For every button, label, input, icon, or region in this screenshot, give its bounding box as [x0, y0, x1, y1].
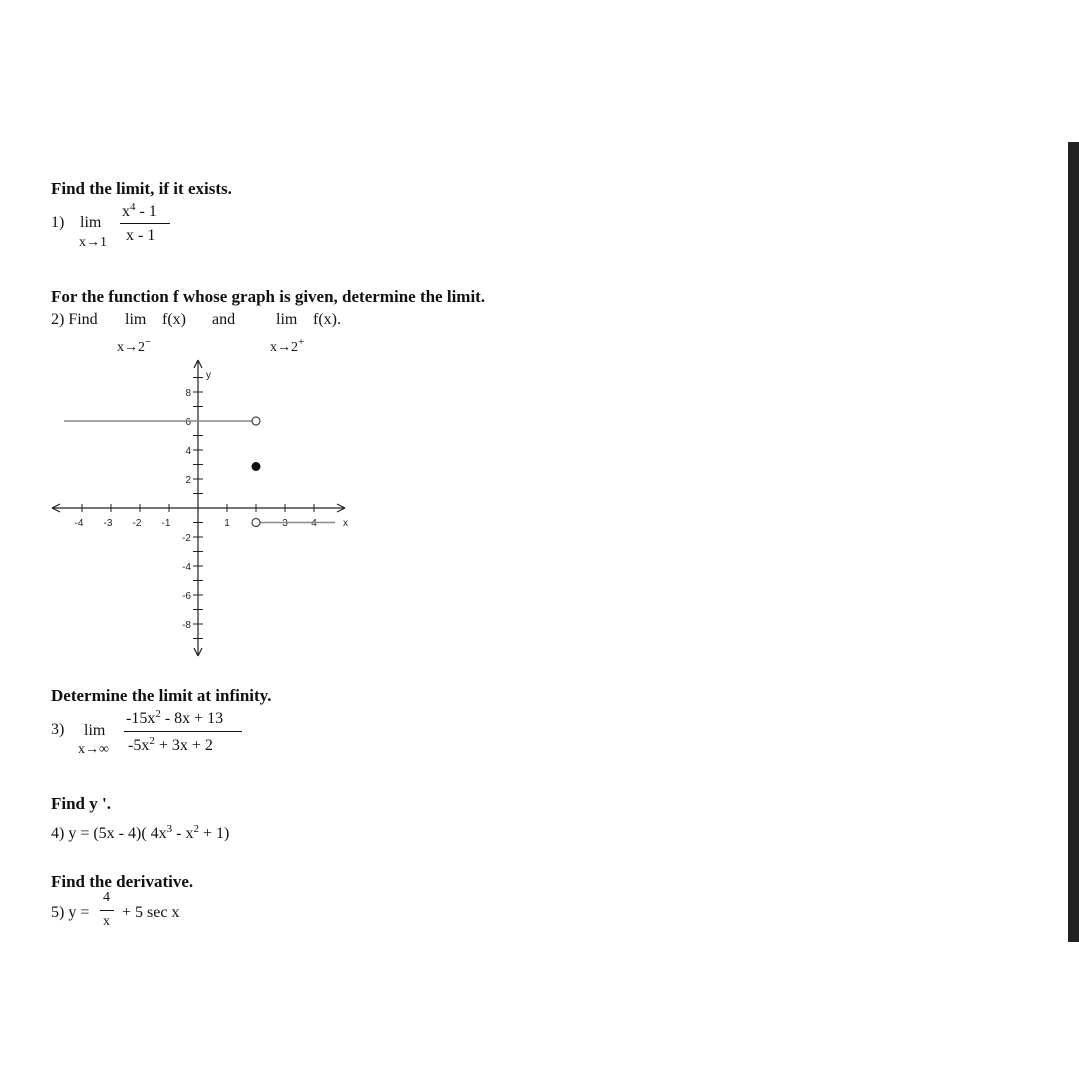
problem2-prefix: 2) Find: [51, 311, 98, 328]
problem1-numerator: $x^4 - 1$: [122, 201, 157, 220]
problem2-approach-right: x→2+: [270, 336, 305, 355]
problem3-number: 3): [51, 721, 65, 738]
x-tick-label: 3: [282, 518, 288, 529]
problem1-lim: lim: [80, 214, 102, 231]
x-tick-label: 1: [224, 518, 230, 529]
y-tick-label: 2: [185, 475, 191, 486]
problem3-fraction-bar: [124, 731, 242, 732]
y-tick-label: 6: [185, 417, 191, 428]
y-axis-label: y: [206, 370, 211, 381]
x-tick-label: -2: [132, 518, 142, 529]
x-tick-label: -1: [161, 518, 171, 529]
section4-heading: Find y '.: [51, 794, 111, 813]
problem2-and: and: [212, 311, 236, 328]
problem5-numerator: 4: [103, 890, 110, 905]
y-tick-label: -6: [182, 591, 191, 602]
y-tick-label: -2: [182, 533, 191, 544]
problem2-lim-right: lim: [276, 311, 298, 328]
problem2-approach-left: x→2−: [117, 336, 152, 355]
problem2-fx-right: f(x).: [313, 311, 341, 328]
section5-heading: Find the derivative.: [51, 872, 194, 891]
x-tick-label: 4: [311, 518, 317, 529]
problem5-denominator: x: [103, 914, 110, 929]
problem1-denominator: x - 1: [126, 227, 156, 244]
problem3-numerator: $-15x^2 - 8x + 13$: [126, 708, 224, 727]
problem3-lim: lim: [84, 722, 106, 739]
y-tick-label: -4: [182, 562, 191, 573]
problem3-denominator: $-5x^2 + 3x + 2$: [128, 735, 213, 754]
x-tick-label: -3: [103, 518, 113, 529]
y-tick-label: -8: [182, 620, 191, 631]
problem3-approach: x→∞: [78, 742, 109, 757]
y-tick-label: 8: [185, 388, 191, 399]
problem1-number: 1): [51, 214, 65, 231]
open-circle: [252, 417, 260, 425]
problem1-approach: x→1: [79, 235, 107, 250]
x-axis-label: x: [343, 518, 348, 529]
problem5-rhs: + 5 sec x: [122, 904, 180, 921]
x-tick-label: -4: [74, 518, 84, 529]
y-tick-label: 4: [185, 446, 191, 457]
problem4-expression: 4) y = (5x - 4)( $4x^3 - x^2 + 1$): [51, 823, 230, 842]
filled-point: [252, 462, 261, 471]
problem5-lhs: 5) y =: [51, 904, 90, 921]
open-circle: [252, 519, 260, 527]
section2-heading: For the function f whose graph is given, determine the limit.: [51, 287, 486, 306]
section3-heading: Determine the limit at infinity.: [51, 686, 272, 705]
section1-heading: Find the limit, if it exists.: [51, 179, 232, 198]
problem2-lim-left: lim: [125, 311, 147, 328]
problem2-fx-left: f(x): [162, 311, 186, 328]
problem5-fraction-bar: [100, 910, 114, 911]
